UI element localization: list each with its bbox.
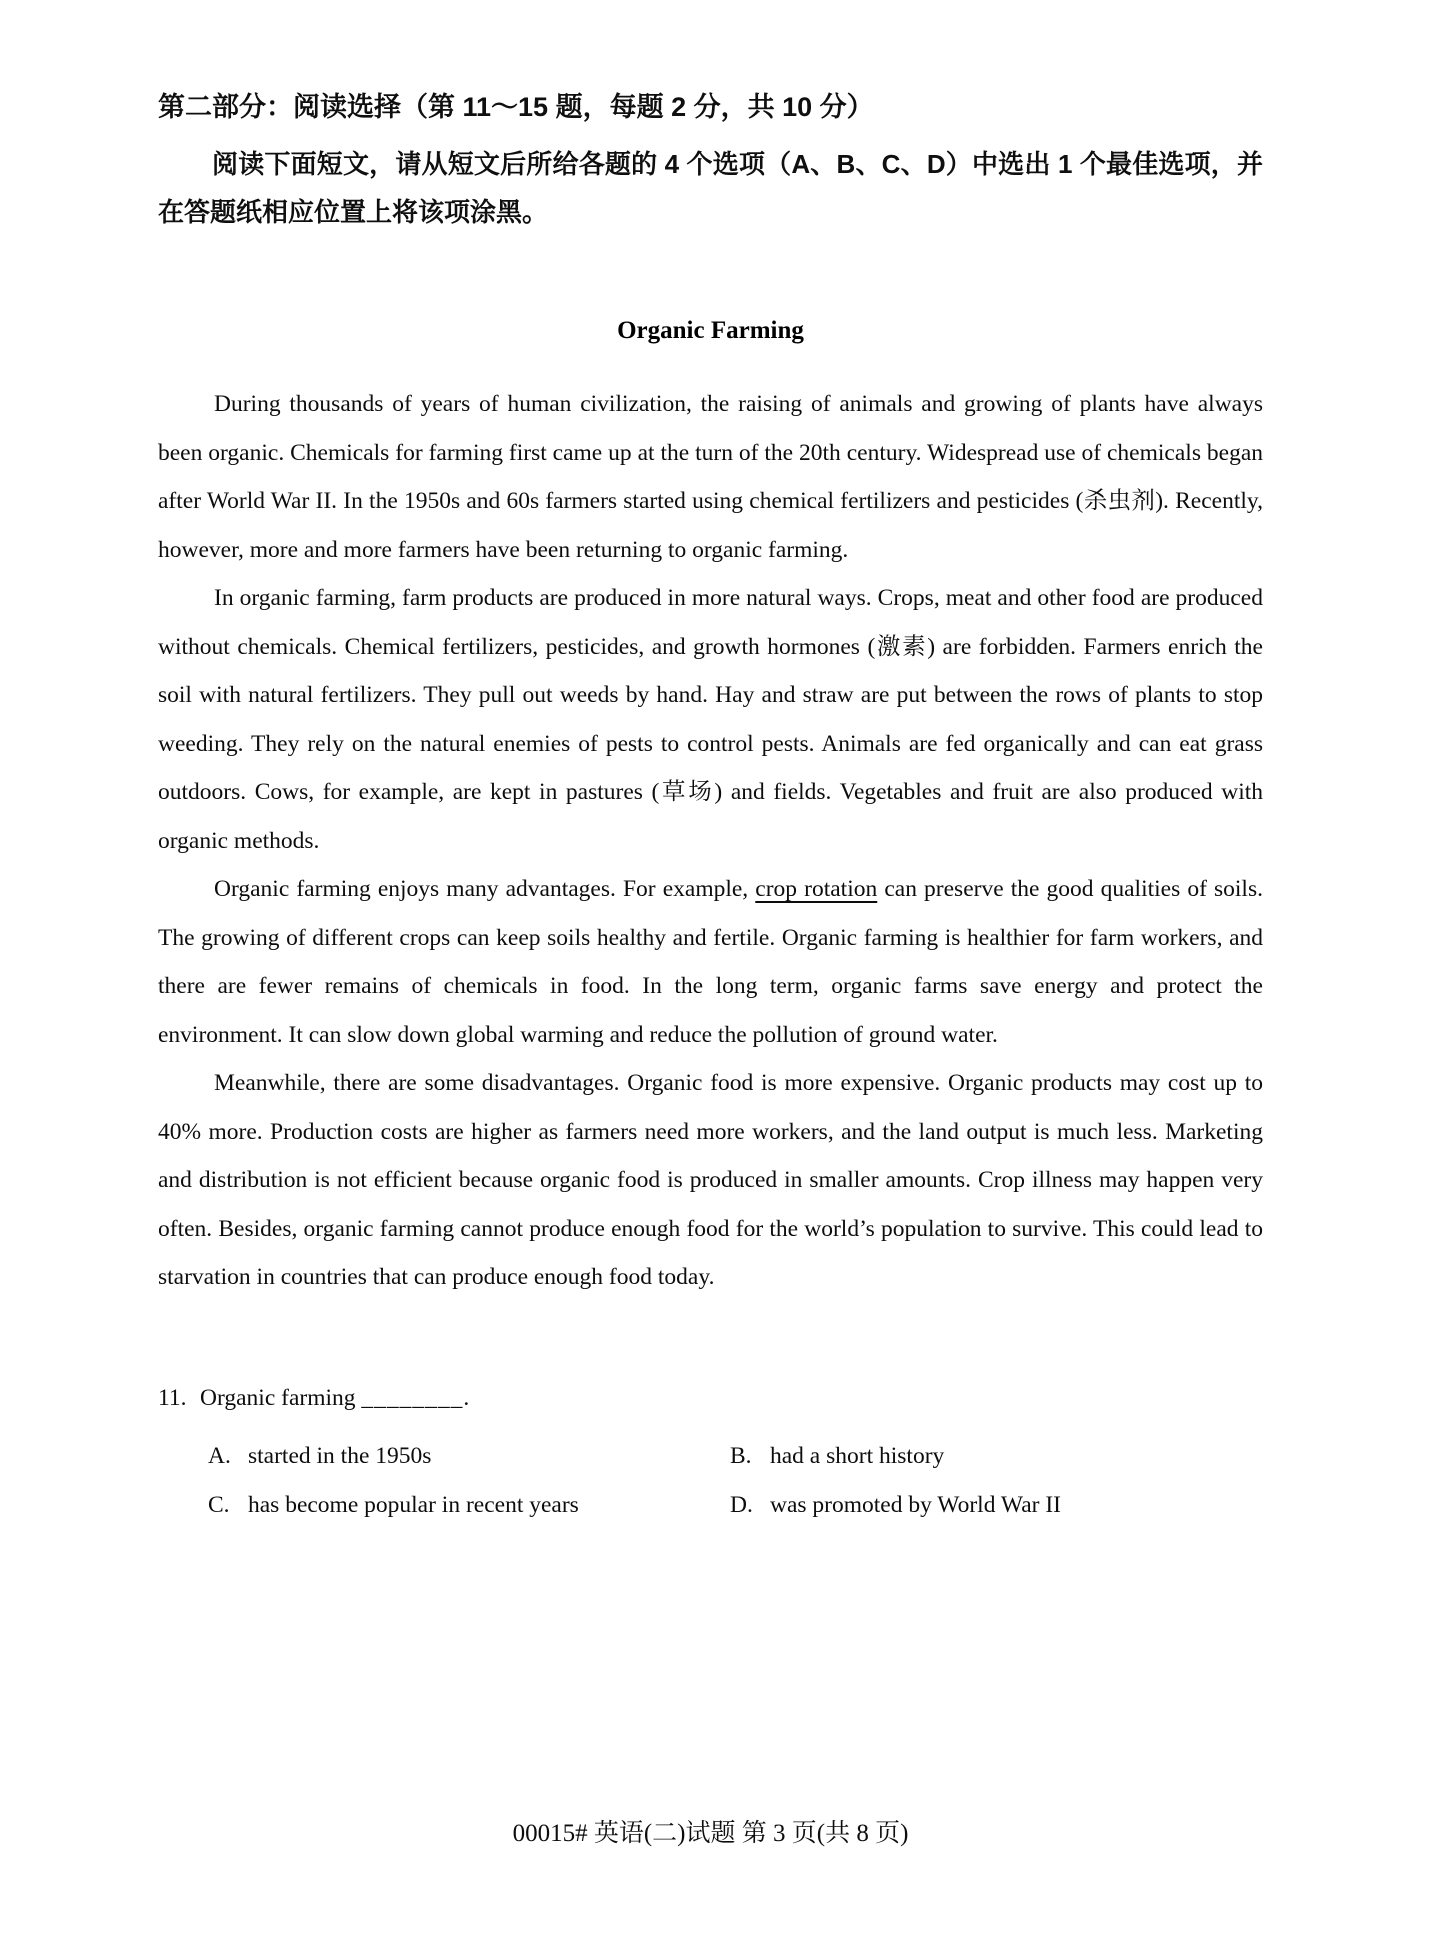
option-b-label: B. (730, 1442, 752, 1469)
option-b (730, 1432, 944, 1481)
option-d-text: was promoted by World War II (770, 1491, 1061, 1518)
passage-title: Organic Farming (617, 317, 804, 344)
option-d (730, 1481, 1061, 1530)
question-number: 11. (158, 1384, 187, 1411)
option-row-2 (208, 1481, 1263, 1530)
passage-paragraph-3 (158, 865, 1263, 1059)
option-c-label: C. (208, 1491, 230, 1518)
question-11 (158, 1374, 1263, 1530)
option-c (208, 1481, 730, 1530)
answer-blank: ________ (361, 1384, 464, 1411)
page-footer: 00015# 英语(二)试题 第 3 页(共 8 页) (512, 1820, 909, 1847)
question-text: Organic farming (200, 1384, 362, 1411)
paragraph-text: In organic farming, farm products are produced in more natural ways. Crops, meat and other food are produced without chemicals. Chemical fertilizers, pesticides, and growth hormones (激素) are forbidden. Farmers enrich the soil with natural fertilizers. They pull out weeds by hand. Hay and straw are put between the rows of plants to stop weeding. They rely on the natural enemies of pests to control pests. Animals are fed organically and can eat grass outdoors. Cows, for example, are kept in pastures (草场) and fields. Vegetables and fruit are also produced with organic methods. (158, 585, 1263, 854)
option-d-label: D. (730, 1491, 753, 1518)
option-b-text: had a short history (770, 1442, 945, 1469)
instructions: 阅读下面短文，请从短文后所给各题的 4 个选项（A、B、C、D）中选出 1 个最佳选项，并在答题纸相应位置上将该项涂黑。 (158, 149, 1263, 227)
option-c-text: has become popular in recent years (248, 1491, 579, 1518)
option-a-text: started in the 1950s (248, 1442, 432, 1469)
passage-paragraph-2 (158, 574, 1263, 865)
paragraph-text: During thousands of years of human civilization, the raising of animals and growing of plants have always been organic. Chemicals for farming first came up at the turn of the 20th century. Widespread use of chemicals began after World War II. In the 1950s and 60s farmers started using chemical fertilizers and pesticides (杀虫剂). Recently, however, more and more farmers have been returning to organic farming. (158, 391, 1263, 563)
passage-paragraph-4 (158, 1059, 1263, 1302)
page-content (158, 0, 1263, 1530)
underlined-term-crop-rotation: crop rotation (755, 876, 878, 902)
passage (158, 380, 1263, 1302)
option-a (208, 1432, 730, 1481)
question-text-suffix: . (463, 1384, 470, 1411)
paragraph-text: Meanwhile, there are some disadvantages. Organic food is more expensive. Organic products may cost up to 40% more. Production costs are higher as farmers need more workers, and the land output is much less. Marketing and distribution is not efficient because organic food is produced in smaller amounts. Crop illness may happen very often. Besides, organic farming cannot produce enough food for the world’s population to survive. This could lead to starvation in countries that can produce enough food today. (158, 1070, 1263, 1290)
paragraph-text: can preserve the good qualities of soils. The growing of different crops can keep soils healthy and fertile. Organic farming is healthier for farm workers, and there are fewer remains of chemicals in food. In the long term, organic farms save energy and protect the environment. It can slow down global warming and reduce the pollution of ground water. (158, 876, 1263, 1048)
options (158, 1432, 1263, 1530)
section-header: 第二部分：阅读选择（第 11～15 题，每题 2 分，共 10 分） (158, 92, 874, 122)
option-row-1 (208, 1432, 1263, 1481)
passage-paragraph-1 (158, 380, 1263, 574)
option-a-label: A. (208, 1442, 231, 1469)
paragraph-text: Organic farming enjoys many advantages. For example, (214, 876, 756, 902)
question-stem (158, 1374, 1263, 1423)
